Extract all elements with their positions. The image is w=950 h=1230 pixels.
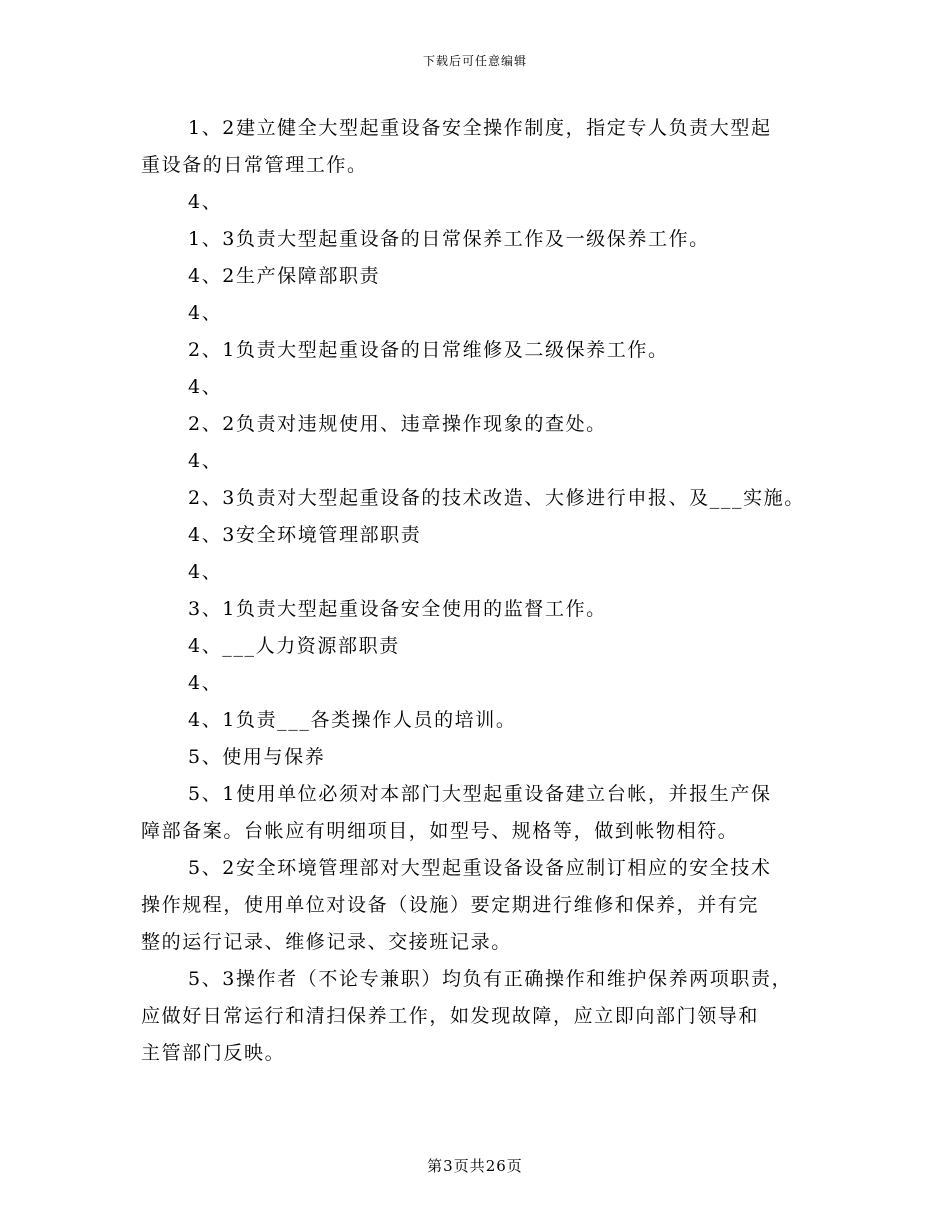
text-line: 1、2建立健全大型起重设备安全操作制度，指定专人负责大型起	[188, 117, 772, 139]
text-line: 4、	[188, 302, 223, 324]
text-line: 重设备的日常管理工作。	[141, 154, 368, 176]
text-line: 4、	[188, 672, 223, 694]
text-line: 障部备案。台帐应有明细项目，如型号、规格等，做到帐物相符。	[141, 820, 739, 842]
text-line: 4、	[188, 561, 223, 583]
text-line: 4、1负责___各类操作人员的培训。	[188, 709, 517, 731]
text-line: 4、2生产保障部职责	[188, 265, 381, 287]
text-line: 4、3安全环境管理部职责	[188, 524, 422, 546]
text-line: 2、1负责大型起重设备的日常维修及二级保养工作。	[188, 339, 669, 361]
text-line: 1、3负责大型起重设备的日常保养工作及一级保养工作。	[188, 228, 710, 250]
page-number-footer: 第3页共26页	[427, 1157, 523, 1175]
text-line: 2、2负责对违规使用、违章操作现象的查处。	[188, 413, 607, 435]
text-line: 主管部门反映。	[141, 1042, 286, 1064]
document-body	[141, 110, 841, 1072]
text-line: 5、2安全环境管理部对大型起重设备设备应制订相应的安全技术	[188, 857, 772, 879]
text-line: 5、1使用单位必须对本部门大型起重设备建立台帐，并报生产保	[188, 783, 772, 805]
text-line: 2、3负责对大型起重设备的技术改造、大修进行申报、及___实施。	[188, 487, 805, 509]
text-line: 4、	[188, 191, 223, 213]
text-line: 5、3操作者（不论专兼职）均负有正确操作和维护保养两项职责，	[188, 968, 793, 990]
text-line: 应做好日常运行和清扫保养工作，如发现故障，应立即向部门领导和	[141, 1005, 760, 1027]
text-line: 操作规程，使用单位对设备（设施）要定期进行维修和保养，并有完	[141, 894, 760, 916]
text-line: 整的运行记录、维修记录、交接班记录。	[141, 931, 512, 953]
page-header: 下载后可任意编辑	[422, 54, 527, 68]
text-line: 5、使用与保养	[188, 746, 326, 768]
text-line: 3、1负责大型起重设备安全使用的监督工作。	[188, 598, 607, 620]
text-line: 4、	[188, 450, 223, 472]
text-line: 4、___人力资源部职责	[188, 635, 400, 657]
text-line: 4、	[188, 376, 223, 398]
